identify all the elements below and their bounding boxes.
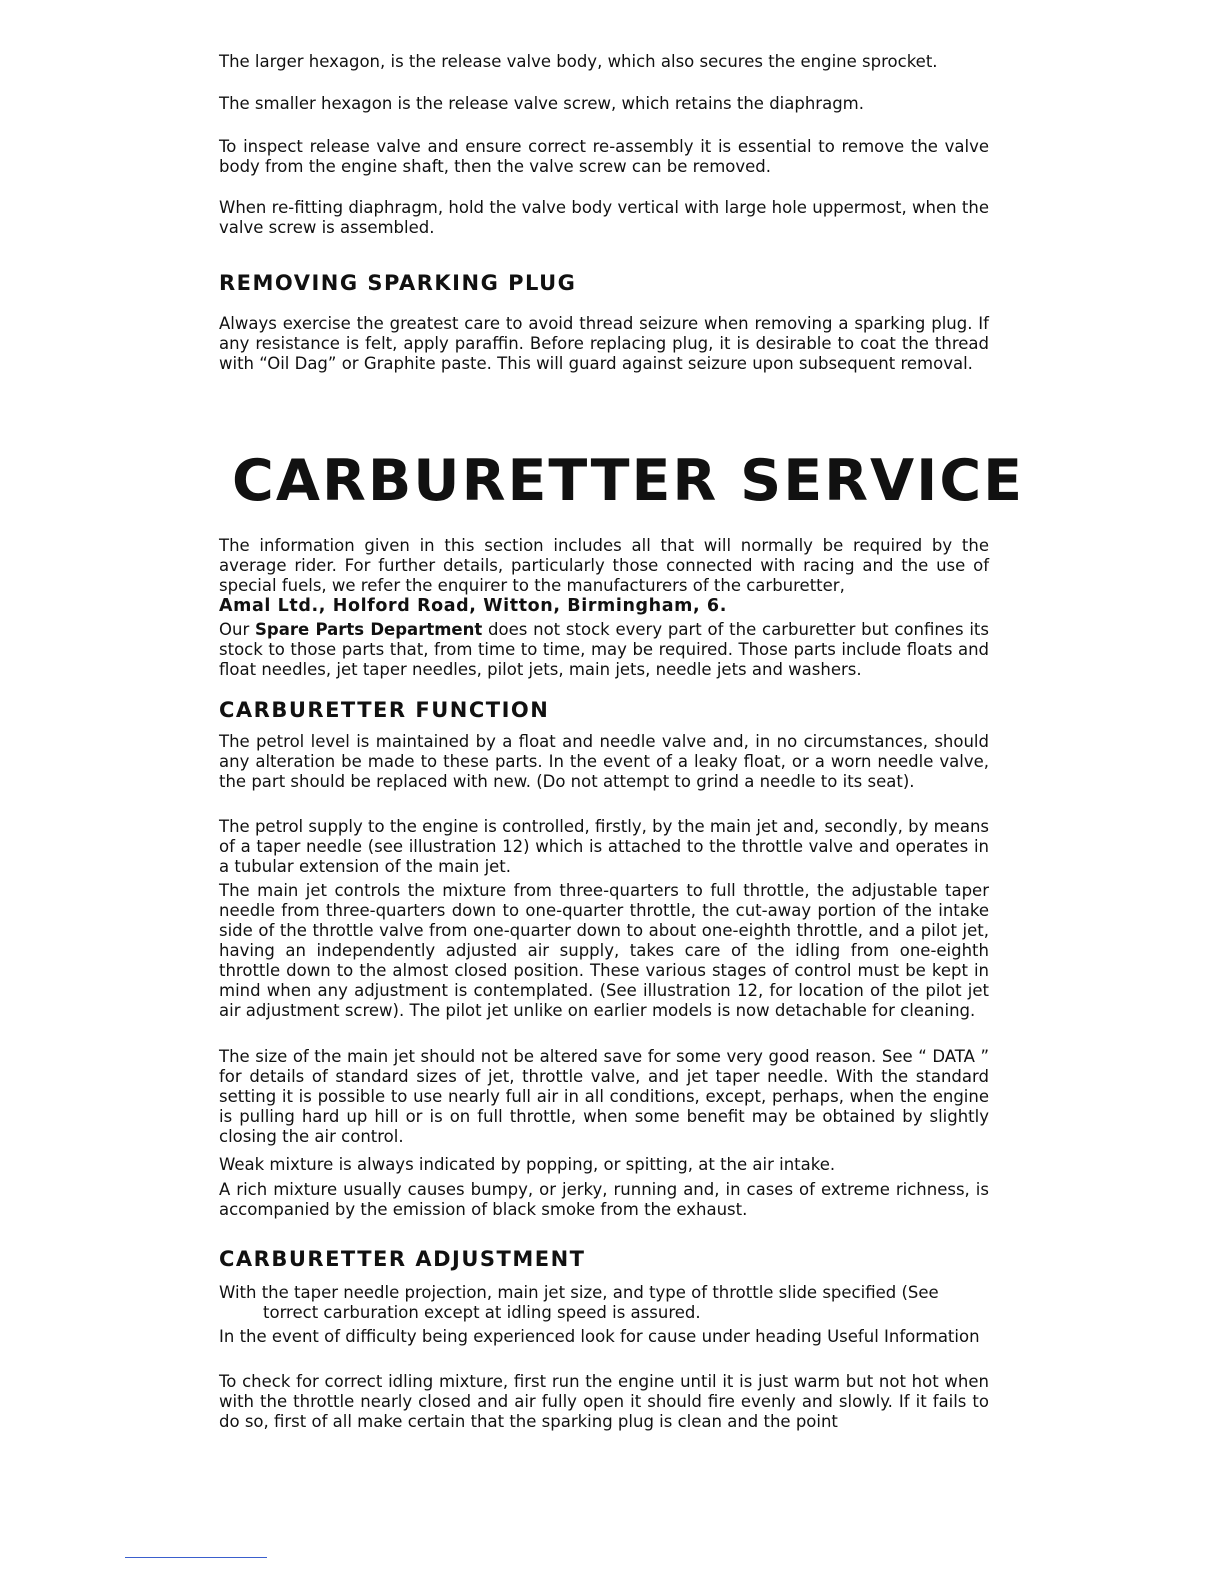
paragraph-rich-mixture: A rich mixture usually causes bumpy, or jerky, running and, in cases of extreme richness, is accompanied by the emission of black smoke from the exhaust. <box>219 1180 989 1219</box>
paragraph-petrol-supply: The petrol supply to the engine is controlled, firstly, by the main jet and, secondly, by means of a taper needle (see illustration 12) which is attached to the throttle valve and operates in a tubular extension of the main jet. <box>219 817 989 876</box>
taper-needle-line-2: torrect carburation except at idling speed is assured. <box>263 1303 701 1322</box>
paragraph-petrol-level: The petrol level is maintained by a float and needle valve and, in no circumstances, should any alteration be made to these parts. In the event of a leaky float, or a worn needle valve, the part should be replaced with new. (Do not attempt to grind a needle to its seat). <box>219 732 989 791</box>
paragraph-idling-mixture: To check for correct idling mixture, first run the engine until it is just warm but not hot when with the throttle nearly closed and air fully open it should fire evenly and slowly. If it fails to do so, first of all make certain that the sparking plug is clean and the point <box>219 1372 989 1431</box>
spares-lead: Our <box>219 620 250 639</box>
page-title: CARBURETTER SERVICE <box>232 448 1025 514</box>
footer-divider <box>125 1557 267 1558</box>
paragraph-release-valve-screw: The smaller hexagon is the release valve screw, which retains the diaphragm. <box>219 94 864 113</box>
paragraph-inspect-release-valve: To inspect release valve and ensure correct re-assembly it is essential to remove the valve body from the engine shaft, then the valve screw can be removed. <box>219 137 989 176</box>
paragraph-difficulty: In the event of difficulty being experienced look for cause under heading Useful Information <box>219 1327 980 1346</box>
paragraph-refitting-diaphragm: When re-fitting diaphragm, hold the valve body vertical with large hole uppermost, when the valve screw is assembled. <box>219 198 989 237</box>
paragraph-carb-intro <box>219 536 989 616</box>
paragraph-spare-parts <box>219 620 989 680</box>
spare-parts-department: Spare Parts Department <box>255 620 483 639</box>
paragraph-sparking-plug: Always exercise the greatest care to avoid thread seizure when removing a sparking plug. If any resistance is felt, apply paraffin. Before replacing plug, it is desirable to coat the thread with “Oil Dag” or Graphite paste. This will guard against seizure upon subsequent removal. <box>219 314 989 373</box>
heading-removing-sparking-plug: REMOVING SPARKING PLUG <box>219 271 577 295</box>
paragraph-main-jet-size: The size of the main jet should not be altered save for some very good reason. See “ DATA ” for details of standard sizes of jet, throttle valve, and jet taper needle. With the standard setting it is possible to use nearly full air in all conditions, except, perhaps, when the engine is pulling hard up hill or is on full throttle, when some benefit may be obtained by slightly closing the air control. <box>219 1047 989 1146</box>
heading-carburetter-adjustment: CARBURETTER ADJUSTMENT <box>219 1247 586 1271</box>
paragraph-taper-needle <box>219 1283 989 1323</box>
manufacturer-address: Amal Ltd., Holford Road, Witton, Birmingham, 6. <box>219 596 727 616</box>
intro-text: The information given in this section includes all that will normally be required by the average rider. For further details, particularly those connected with racing and the use of special fuels, we refer the enquirer to the manufacturers of the carburetter, <box>219 536 989 595</box>
paragraph-release-valve-body: The larger hexagon, is the release valve body, which also secures the engine sprocket. <box>219 52 938 71</box>
heading-carburetter-function: CARBURETTER FUNCTION <box>219 698 550 722</box>
spares-rest: does not stock every part of the carburetter but confines its stock to those parts that, from time to time, may be required. Those parts include floats and float needles, jet taper needles, pilot jets, main jets, needle jets and washers. <box>219 620 989 679</box>
paragraph-main-jet-controls: The main jet controls the mixture from three-quarters to full throttle, the adjustable taper needle from three-quarters down to one-quarter throttle, the cut-away portion of the intake side of the throttle valve from one-quarter down to about one-eighth throttle, and a pilot jet, having an independently adjusted air supply, takes care of the idling from one-eighth throttle down to the almost closed position. These various stages of control must be kept in mind when any adjustment is contemplated. (See illustration 12, for location of the pilot jet air adjustment screw). The pilot jet unlike on earlier models is now detachable for cleaning. <box>219 881 989 1020</box>
taper-needle-line-1: With the taper needle projection, main jet size, and type of throttle slide specified (See <box>219 1283 939 1302</box>
paragraph-weak-mixture: Weak mixture is always indicated by popping, or spitting, at the air intake. <box>219 1155 836 1174</box>
